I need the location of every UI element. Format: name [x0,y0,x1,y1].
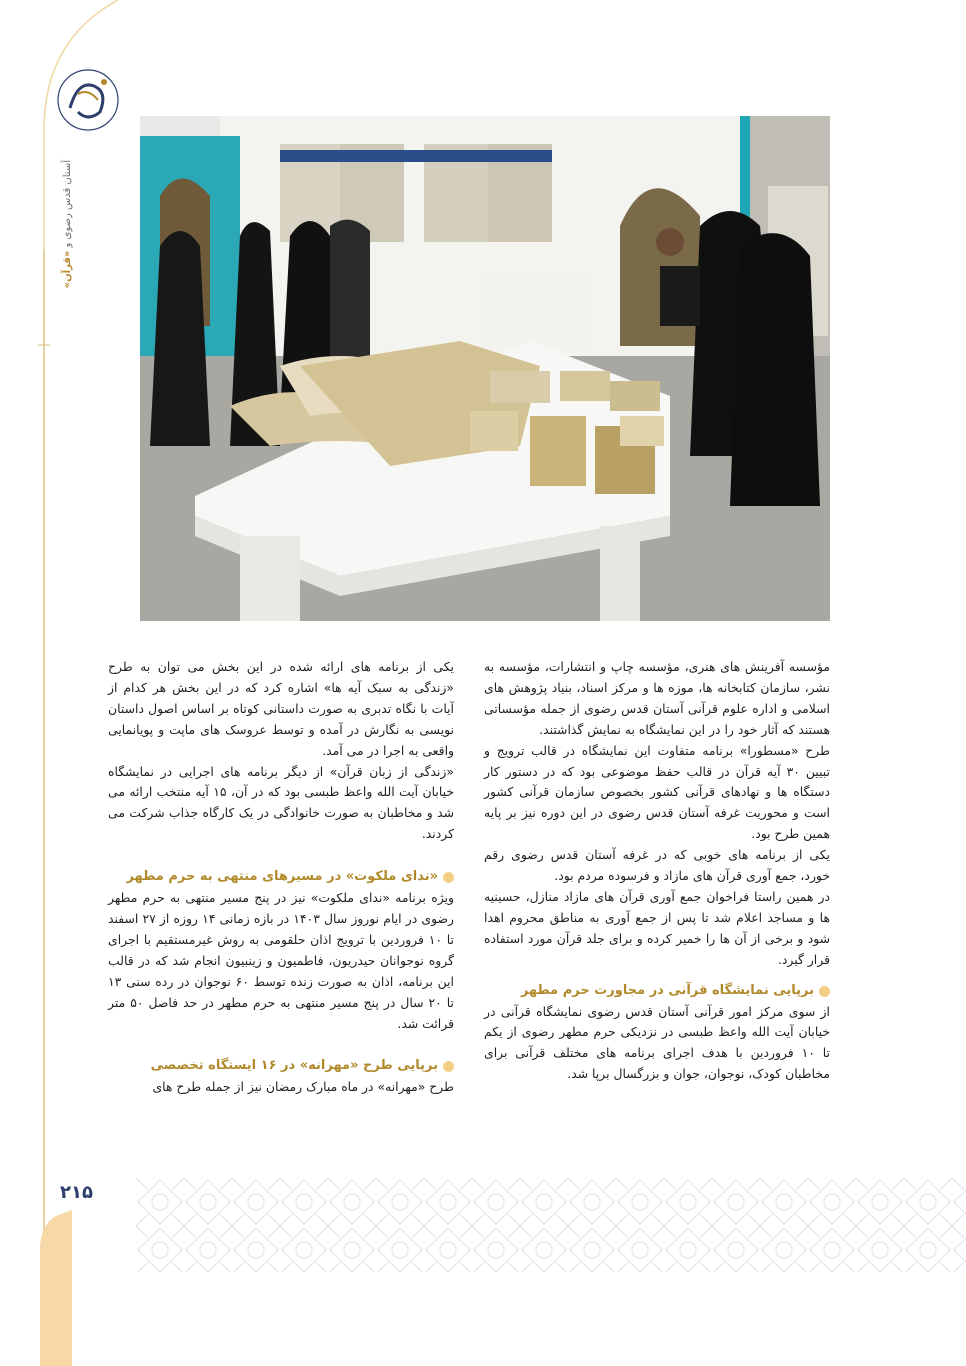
bullet-dot-icon [443,1061,454,1072]
article-column-left [108,657,454,1098]
magazine-logo [48,60,128,140]
section-heading [484,981,830,1002]
paragraph: طرح «مهرانه» در ماه مبارک رمضان نیز از جمله طرح های [152,1079,454,1095]
section-title-main: آستان قدس رضوی و [62,160,73,251]
section-heading-text: «ندای ملکوت» در مسیرهای منتهی به حرم مطهر [126,869,438,885]
bullet-dot-icon [819,986,830,997]
paragraph: از سوی مرکز امور قرآنی آستان قدس رضوی نمایشگاه قرآنی در خیابان آیت الله واعظ طبسی در نزدیکی حرم مطهر رضوی از یکم تا ۱۰ فروردین با هدف اجرای برنامه های مختلف قرآنی برای مخاطبان کودک، نوجوان، جوان و بزرگسال برپا شد. [484,1003,830,1082]
paragraph: «زندگی از زبان قرآن» از دیگر برنامه های اجرایی در نمایشگاه خیابان آیت الله واعظ طبسی بود که در آن، ۱۵ آیه منتخب ارائه می شد و مخاطبان به صورت خانوادگی در یک کارگاه جذاب شرکت می کردند. [108,763,454,842]
bullet-dot-icon [443,872,454,883]
decorative-footer-pattern [136,1178,966,1272]
exhibition-photo [140,116,830,621]
section-heading-text: برپایی طرح «مهرانه» در ۱۶ ایستگاه تخصصی [150,1058,438,1074]
section-title-vertical [62,160,73,288]
section-heading [108,1056,454,1077]
section-heading-text: برپایی نمایشگاه قرآنی در مجاورت حرم مطهر [520,982,814,998]
paragraph: در همین راستا فراخوان جمع آوری قرآن های مازاد منازل، حسینیه ها و مساجد اعلام شد تا پس از جمع آوری به مناطق محروم اهدا شود و برخی از آن ها را خمیر کرده و برای جلد قرآن مورد استفاده قرار گیرد. [484,888,830,967]
section-heading [108,867,454,888]
paragraph: مؤسسه آفرینش های هنری، مؤسسه چاپ و انتشارات، مؤسسه به نشر، سازمان کتابخانه ها، موزه ها و مرکز اسناد، بنیاد پژوهش های اسلامی و اداره علوم قرآنی آستان قدس رضوی از جمله مؤسساتی هستند که آثار خود را در این نمایشگاه به نمایش گذاشتند. [484,659,830,737]
article-column-right [484,657,830,1085]
paragraph: یکی از برنامه های ارائه شده در این بخش می توان به طرح «زندگی به سبک آیه ها» اشاره کرد که در این بخش هر کدام از آیات با نگاه تدبری به صورت داستانی کوتاه بر اساس اصول داستان نویسی به نگارش در آمده و توسط عروسک های ماپت و پویانمایی واقعی به اجرا در می آمد. [108,659,454,758]
paragraph: طرح «مسطورا» برنامه متفاوت این نمایشگاه در قالب ترویج و تبیین ۳۰ آیه قرآن در قالب حفظ موضوعی بود که در دستور کار دستگاه ها و نهادهای قرآنی کشور بخصوص سازمان قرآنی کشور است و محوریت غرفه آستان قدس رضوی در این دوره نیز بر پایه همین طرح بود. [484,742,830,842]
section-title-emphasis: «قرآن» [62,250,73,289]
paragraph: ویژه برنامه «ندای ملکوت» نیز در پنج مسیر منتهی به حرم مطهر رضوی در ایام نوروز سال ۱۴۰۳ در بازه زمانی ۱۴ روزه از ۲۷ اسفند تا ۱۰ فروردین با ترویج اذان حلقومی به روش غیرمستقیم با اجرای گروه نوجوانان حیدریون، فاطمیون و زینبیون انجام شد که در قالب این برنامه، اذان به صورت زنده توسط ۶۰ نوجوان در رده سنی ۱۳ تا ۲۰ سال در پنج مسیر منتهی به حرم مطهر در حد فاصل ۵۰ متر قرائت شد. [108,890,454,1031]
page-number: ۲۱۵ [60,1182,93,1203]
paragraph: یکی از برنامه های خوبی که در غرفه آستان قدس رضوی رقم خورد، جمع آوری قرآن های مازاد و فرسوده مردم بود. [484,847,830,884]
